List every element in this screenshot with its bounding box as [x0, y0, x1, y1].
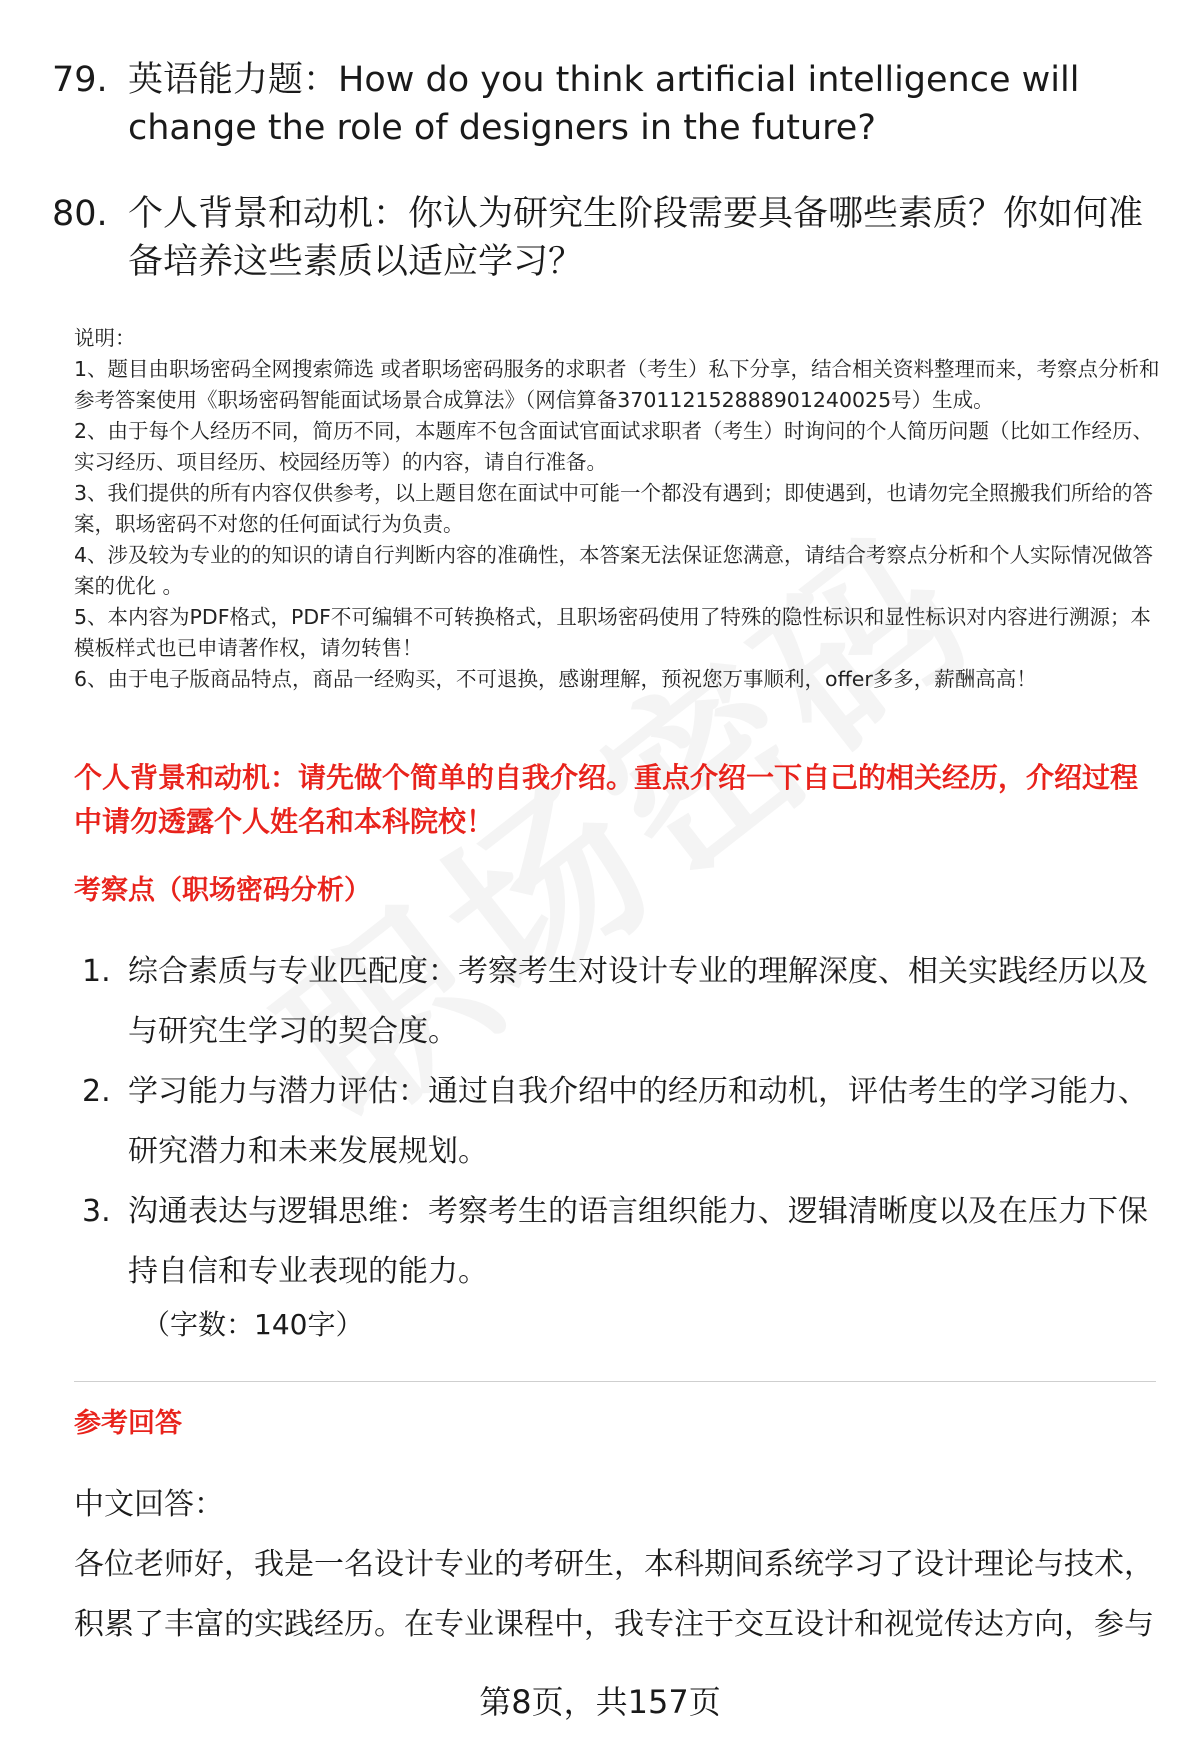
question-80 — [52, 190, 1152, 286]
point-number: 1. — [82, 954, 111, 989]
reference-answer — [74, 1475, 1164, 1655]
question-text: 英语能力题：How do you think artificial intelligence will change the role of designers in the future? — [128, 60, 1080, 148]
note-item-4: 4、涉及较为专业的的知识的请自行判断内容的准确性，本答案无法保证您满意，请结合考察点分析和个人实际情况做答案的优化 。 — [74, 543, 1154, 598]
note-item-6: 6、由于电子版商品特点，商品一经购买，不可退换，感谢理解，预祝您万事顺利，offer多多，薪酬高高！ — [74, 667, 1037, 691]
notes-section — [74, 323, 1164, 695]
question-number: 79. — [52, 60, 108, 100]
page-footer: 第8页，共157页 — [479, 1683, 721, 1721]
section-divider — [74, 1381, 1156, 1382]
point-text: 沟通表达与逻辑思维：考察考生的语言组织能力、逻辑清晰度以及在压力下保持自信和专业表现的能力。 — [128, 1194, 1148, 1289]
note-item-3: 3、我们提供的所有内容仅供参考，以上题目您在面试中可能一个都没有遇到；即使遇到，也请勿完全照搬我们所给的答案，职场密码不对您的任何面试行为负责。 — [74, 481, 1154, 536]
note-item-1: 1、题目由职场密码全网搜索筛选 或者职场密码服务的求职者（考生）私下分享，结合相关资料整理而来，考察点分析和参考答案使用《职场密码智能面试场景合成算法》（网信算备370112152888901240025号）生成。 — [74, 357, 1160, 412]
question-79 — [52, 56, 1152, 152]
point-text: 综合素质与专业匹配度：考察考生对设计专业的理解深度、相关实践经历以及与研究生学习的契合度。 — [128, 954, 1148, 1049]
answer-text: 各位老师好，我是一名设计专业的考研生，本科期间系统学习了设计理论与技术，积累了丰富的实践经历。在专业课程中，我专注于交互设计和视觉传达方向，参与 — [74, 1547, 1154, 1642]
analysis-point — [82, 942, 1172, 1062]
answer-label: 中文回答： — [74, 1487, 224, 1522]
point-number: 3. — [82, 1194, 111, 1229]
note-item-5: 5、本内容为PDF格式，PDF不可编辑不可转换格式，且职场密码使用了特殊的隐性标识和显性标识对内容进行溯源；本模板样式也已申请著作权，请勿转售！ — [74, 605, 1151, 660]
analysis-point — [82, 1182, 1172, 1302]
point-number: 2. — [82, 1074, 111, 1109]
notes-title: 说明： — [74, 326, 136, 350]
analysis-points — [82, 942, 1172, 1302]
point-text: 学习能力与潜力评估：通过自我介绍中的经历和动机，评估考生的学习能力、研究潜力和未来发展规划。 — [128, 1074, 1148, 1169]
note-item-2: 2、由于每个人经历不同，简历不同，本题库不包含面试官面试求职者（考生）时询问的个人简历问题（比如工作经历、实习经历、项目经历、校园经历等）的内容，请自行准备。 — [74, 419, 1154, 474]
analysis-point — [82, 1062, 1172, 1182]
reference-heading: 参考回答 — [74, 1408, 182, 1439]
question-text: 个人背景和动机：你认为研究生阶段需要具备哪些素质？你如何准备培养这些素质以适应学习？ — [128, 194, 1144, 282]
current-question-heading: 个人背景和动机：请先做个简单的自我介绍。重点介绍一下自己的相关经历，介绍过程中请勿透露个人姓名和本科院校！ — [74, 761, 1139, 838]
question-number: 80. — [52, 194, 108, 234]
analysis-heading: 考察点（职场密码分析） — [74, 875, 371, 906]
word-count: （字数：140字） — [142, 1308, 364, 1341]
